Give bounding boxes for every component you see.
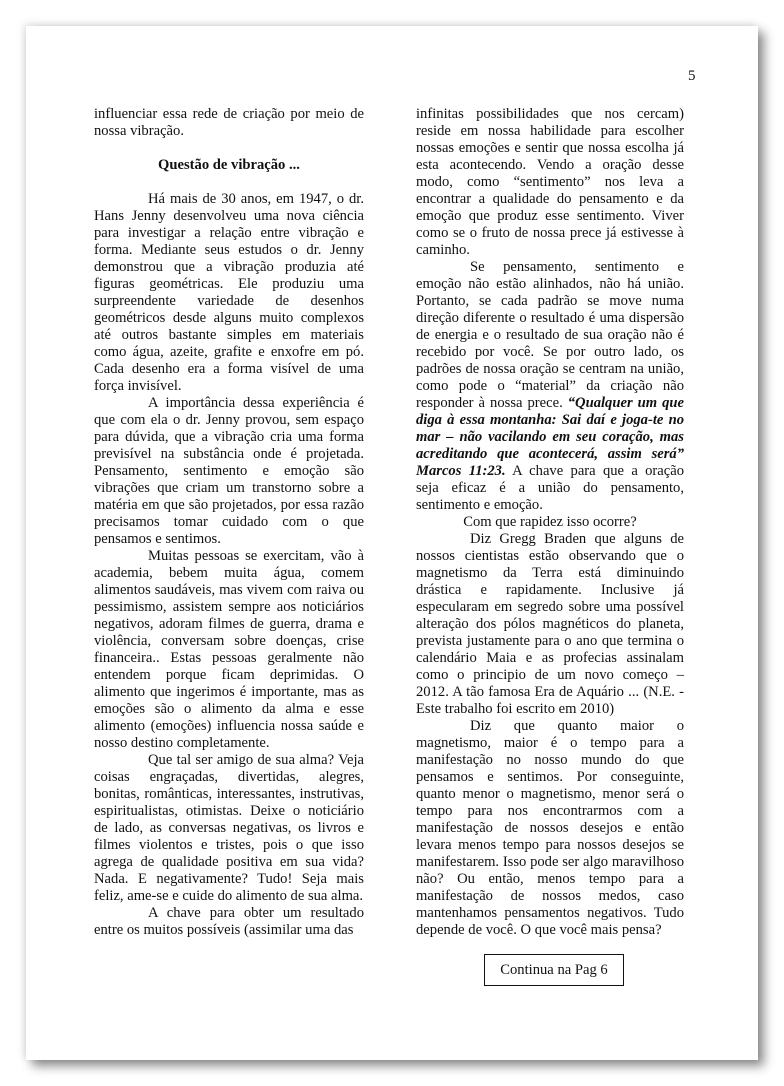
paragraph-text: Se pensamento, sentimento e emoção não estão alinhados, não há união. Portanto, se cada padrão se move numa direção diferente o resultado é uma dispersão de energia e o resultado de sua oração não é recebido por você. Se por outro lado, os padrões de nossa oração se centram na união, como pode o “material” da criação não responder à nossa prece. [416, 259, 684, 411]
document-page [26, 26, 758, 1060]
paragraph: influenciar essa rede de criação por meio de nossa vibração. [94, 106, 364, 139]
paragraph: Muitas pessoas se exercitam, vão à academia, bebem muita água, comem alimentos saudáveis, mas vivem com raiva ou pessimismo, assistem sempre aos noticiários negativos, adoram filmes de guerra, drama e violência, conversam sobre doenças, crise financeira.. Estas pessoas geralmente não entendem porque ficam deprimidas. O alimento que ingerimos é importante, mas as emoções são o alimento da alma e esse alimento (emoções) influencia nossa saúde e nosso destino completamente. [94, 548, 364, 751]
paragraph [416, 259, 684, 514]
right-column [416, 106, 684, 939]
paragraph: Que tal ser amigo de sua alma? Veja coisas engraçadas, divertidas, alegres, bonitas, românticas, interessantes, instrutivas, espiritualistas, otimistas. Deixe o noticiário de lado, as conversas negativas, os livros e filmes violentos e tristes, pois o que isso agrega de qualidade positiva em sua vida? Nada. E negativamente? Tudo! Seja mais feliz, ame-se e cuide do alimento de sua alma. [94, 752, 364, 904]
paragraph: A chave para obter um resultado entre os muitos possíveis (assimilar uma das [94, 905, 364, 938]
paragraph: A importância dessa experiência é que com ela o dr. Jenny provou, sem espaço para dúvida, que a vibração cria uma forma previsível na substância onde é projetada. Pensamento, sentimento e emoção são vibrações que criam um transtorno sobre a matéria em que são projetados, por essa razão precisamos tomar cuidado com o que pensamos e sentimos. [94, 395, 364, 547]
section-heading: Questão de vibração ... [158, 157, 300, 173]
paragraph-text: A chave para que a oração seja eficaz é a união do pensamento, sentimento e emoção. [416, 463, 685, 513]
page-number: 5 [688, 68, 696, 84]
left-column [94, 106, 364, 939]
question-line: Com que rapidez isso ocorre? [463, 514, 637, 530]
continue-notice: Continua na Pag 6 [484, 954, 624, 986]
paragraph: infinitas possibilidades que nos cercam) reside em nossa habilidade para escolher nossas emoções e sentir que nossa escolha já esta acontecendo. Vendo a oração desse modo, como “sentimento” nos leva a encontrar a qualidade do pensamento e da emoção que produz esse sentimento. Viver como se o fruto de nossa prece já estivesse à caminho. [416, 106, 684, 258]
paragraph: Há mais de 30 anos, em 1947, o dr. Hans Jenny desenvolveu uma nova ciência para investigar a relação entre vibração e forma. Mediante seus estudos o dr. Jenny demonstrou que a vibração produzia até figuras geométricas. Ele produziu uma surpreendente variedade de desenhos geométricos desde alguns muito complexos até outros bastante simples em materiais como água, azeite, grafite e enxofre em pó. Cada desenho era a forma visível de uma força invisível. [94, 191, 364, 394]
paragraph: Diz Gregg Braden que alguns de nossos cientistas estão observando que o magnetismo da Terra está diminuindo drástica e rapidamente. Inclusive já especularam em segredo sobre uma possível alteração dos pólos magnéticos do planeta, prevista justamente para o ano que termina o calendário Maia e as profecias assinalam como o principio de um novo começo – 2012. A tão famosa Era de Aquário ... (N.E. - Este trabalho foi escrito em 2010) [416, 531, 684, 717]
paragraph: Diz que quanto maior o magnetismo, maior é o tempo para a manifestação no nosso mundo do que pensamos e sentimos. Por conseguinte, quanto menor o magnetismo, menor será o tempo para nos encontrarmos com a manifestação de nossos desejos e então levara menos tempo para nossos desejos se manifestarem. Isso pode ser algo maravilhoso não? Ou então, menos tempo para a manifestação de nossos medos, caso mantenhamos pensamentos negativos. Tudo depende de você. O que você mais pensa? [416, 718, 684, 938]
bible-quote: “Qualquer um que diga à essa montanha: Sai daí e joga-te no mar – não vacilando em seu coração, mas acreditando que acontecerá, assim será” Marcos 11:23. [416, 395, 685, 479]
